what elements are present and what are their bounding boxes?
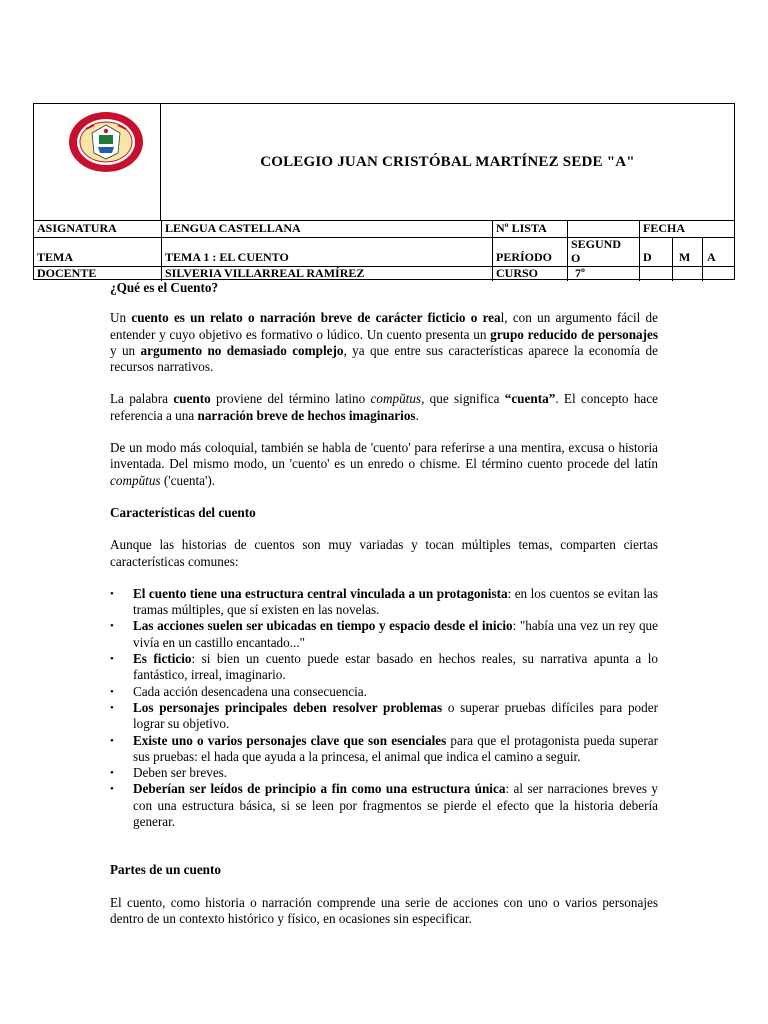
teacher-label: DOCENTE bbox=[37, 266, 97, 280]
section-heading: Características del cuento bbox=[110, 504, 256, 520]
bullet-icon: • bbox=[110, 734, 114, 747]
paragraph: De un modo más coloquial, también se habla de 'cuento' para referirse a una mentira, excusa o historia inventada. Del mismo modo, un 'cuento' es un enredo o chisme. El término cuento procede del latín compŭtus ('cuenta'). bbox=[110, 440, 658, 488]
grade-label: CURSO bbox=[496, 266, 539, 280]
bullet-icon: • bbox=[110, 701, 114, 714]
list-item: • Deberían ser leídos de principio a fin como una estructura única: al ser narraciones breves y con una estructura básica, si se leen por fragmentos se pierde el efecto que la historia debería generar. bbox=[110, 781, 659, 830]
section-heading: ¿Qué es el Cuento? bbox=[110, 280, 219, 295]
document-body bbox=[110, 280, 658, 927]
teacher-value: SILVERIA VILLARREAL RAMÍREZ bbox=[165, 266, 365, 280]
period-label: PERÍODO bbox=[496, 250, 553, 264]
row-divider bbox=[34, 237, 734, 238]
col-divider bbox=[567, 220, 568, 281]
paragraph: El cuento, como historia o narración comprende una serie de acciones con uno o varios personajes dentro de un contexto histórico y físico, en ocasiones sin especificar. bbox=[110, 894, 658, 926]
col-divider bbox=[492, 220, 493, 281]
bullet-icon: • bbox=[110, 620, 114, 633]
list-item: • El cuento tiene una estructura central vinculada a un protagonista: en los cuentos se evitan las tramas múltiples, que sí existen en las novelas. bbox=[110, 585, 658, 618]
list-item: • Cada acción desencadena una consecuencia. bbox=[110, 683, 367, 699]
list-number-label: Nº LISTA bbox=[496, 221, 547, 235]
bullet-icon: • bbox=[110, 685, 114, 698]
month-label: M bbox=[679, 250, 691, 264]
list-item: • Las acciones suelen ser ubicadas en tiempo y espacio desde el inicio: "había una vez un rey que vivía en un castillo encantado..." bbox=[110, 618, 659, 650]
date-label: FECHA bbox=[643, 221, 685, 235]
bullet-icon: • bbox=[110, 767, 114, 780]
section-heading: Partes de un cuento bbox=[110, 862, 221, 878]
paragraph: Aunque las historias de cuentos son muy variadas y tocan múltiples temas, comparten ciertas características comunes: bbox=[110, 537, 658, 569]
bullet-icon: • bbox=[110, 587, 114, 600]
bullet-icon: • bbox=[110, 653, 114, 666]
period-value-line2: O bbox=[571, 251, 581, 265]
period-value-line1: SEGUND bbox=[571, 237, 622, 251]
list-item: • Deben ser breves. bbox=[110, 765, 228, 781]
grade-value: 7º bbox=[575, 266, 585, 280]
day-label: D bbox=[643, 250, 652, 264]
col-divider bbox=[639, 220, 640, 281]
col-divider bbox=[702, 237, 703, 281]
year-label: A bbox=[707, 250, 716, 264]
school-name: COLEGIO JUAN CRISTÓBAL MARTÍNEZ SEDE "A" bbox=[260, 153, 635, 170]
list-item: • Existe uno o varios personajes clave que son esenciales para que el protagonista pueda superar sus pruebas: el hada que ayuda a la princesa, el animal que indica el camino a seguir. bbox=[110, 732, 658, 764]
paragraph: Un cuento es un relato o narración breve de carácter ficticio o real, con un argumento fácil de entender y cuyo objetivo es formativo o lúdico. Un cuento presenta un grupo reducido de personajes y un argumento no demasiado complejo, ya que entre sus características aparece la economía de recursos narrativos. bbox=[110, 310, 658, 375]
characteristics-list bbox=[110, 586, 658, 830]
topic-label: TEMA bbox=[37, 250, 73, 264]
row-divider bbox=[34, 266, 734, 267]
bullet-icon: • bbox=[110, 783, 114, 796]
subject-label: ASIGNATURA bbox=[37, 221, 117, 235]
subject-value: LENGUA CASTELLANA bbox=[165, 221, 301, 235]
topic-value: TEMA 1 : EL CUENTO bbox=[165, 250, 289, 264]
row-divider bbox=[34, 220, 734, 221]
paragraph: La palabra cuento proviene del término latino compŭtus, que significa “cuenta”. El concepto hace referencia a una narración breve de hechos imaginarios. bbox=[110, 391, 658, 423]
col-divider bbox=[161, 220, 162, 281]
list-item: • Los personajes principales deben resolver problemas o superar pruebas difíciles para poder lograr su objetivo. bbox=[110, 699, 658, 732]
list-item: • Es ficticio: si bien un cuento puede estar basado en hechos reales, su narrativa apunta a lo fantástico, irreal, imaginario. bbox=[110, 651, 658, 683]
header-table bbox=[33, 103, 735, 280]
col-divider bbox=[672, 237, 673, 281]
logo-cell bbox=[34, 104, 161, 220]
school-crest-icon bbox=[68, 111, 144, 173]
